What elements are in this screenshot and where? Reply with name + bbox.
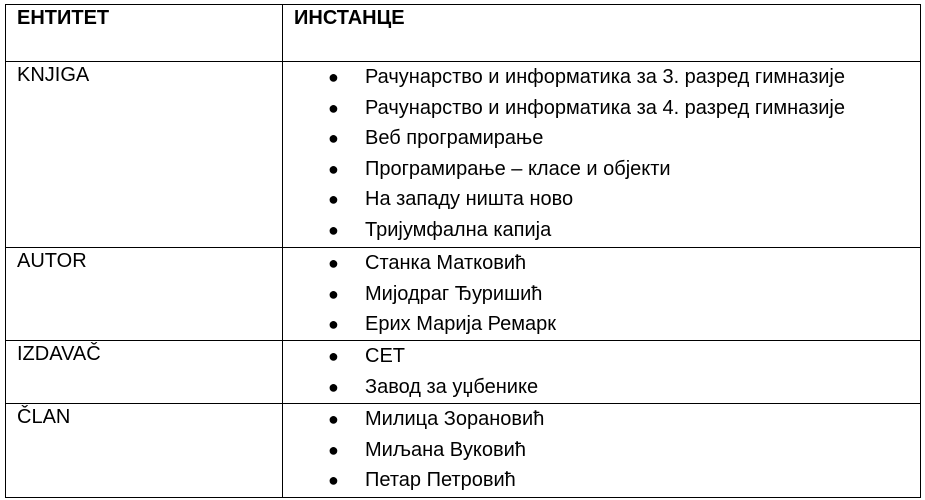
instance-label: Тријумфална капија xyxy=(365,218,552,241)
instance-label: СЕТ xyxy=(365,345,405,367)
instance-label: Веб програмирање xyxy=(365,127,544,149)
instance-list xyxy=(283,404,920,496)
instance-label: Рачунарство и информатика за 3. разред гимназије xyxy=(365,66,845,88)
bullet-icon: ● xyxy=(328,189,339,209)
bullet-icon: ● xyxy=(328,219,339,240)
entity-name: ČLAN xyxy=(6,404,283,498)
entity-name: KNJIGA xyxy=(6,62,283,248)
table-row xyxy=(6,62,921,248)
bullet-icon: ● xyxy=(328,346,339,366)
bullet-icon: ● xyxy=(328,470,339,490)
instances-cell xyxy=(283,62,921,248)
list-item xyxy=(283,341,920,372)
bullet-icon: ● xyxy=(328,376,339,397)
table-row xyxy=(6,341,921,404)
instances-cell xyxy=(283,341,921,404)
list-item xyxy=(283,372,920,403)
table-row xyxy=(6,404,921,498)
header-instances: ИНСТАНЦЕ xyxy=(283,5,921,62)
list-item xyxy=(283,154,920,185)
instance-label: Ерих Марија Ремарк xyxy=(365,313,556,335)
table-header-row xyxy=(6,5,921,62)
table-row xyxy=(6,248,921,341)
list-item xyxy=(283,465,920,496)
header-entity: ЕНТИТЕТ xyxy=(6,5,283,62)
list-item xyxy=(283,93,920,124)
bullet-icon: ● xyxy=(328,253,339,273)
list-item xyxy=(283,435,920,466)
entity-name: AUTOR xyxy=(6,248,283,341)
instance-label: Милица Зорановић xyxy=(365,408,545,430)
bullet-icon: ● xyxy=(328,283,339,304)
instances-cell xyxy=(283,248,921,341)
instance-label: На западу ништа ново xyxy=(365,188,574,210)
bullet-icon: ● xyxy=(328,409,339,429)
list-item xyxy=(283,279,920,310)
bullet-icon: ● xyxy=(328,439,339,460)
instance-label: Миљана Вуковић xyxy=(365,438,526,461)
entity-instances-table xyxy=(5,4,921,498)
instance-label: Петар Петровић xyxy=(365,469,516,491)
bullet-icon: ● xyxy=(328,314,339,334)
entity-name: IZDAVAČ xyxy=(6,341,283,404)
bullet-icon: ● xyxy=(328,128,339,148)
bullet-icon: ● xyxy=(328,158,339,179)
instance-list xyxy=(283,62,920,245)
list-item xyxy=(283,404,920,435)
list-item xyxy=(283,248,920,279)
instance-label: Рачунарство и информатика за 4. разред гимназије xyxy=(365,96,845,119)
list-item xyxy=(283,309,920,340)
instance-label: Програмирање – класе и објекти xyxy=(365,157,671,180)
bullet-icon: ● xyxy=(328,67,339,87)
list-item xyxy=(283,184,920,215)
list-item xyxy=(283,62,920,93)
instance-label: Станка Матковић xyxy=(365,252,527,274)
instances-cell xyxy=(283,404,921,498)
list-item xyxy=(283,123,920,154)
instance-label: Завод за уџбенике xyxy=(365,375,539,398)
list-item xyxy=(283,215,920,246)
instance-list xyxy=(283,341,920,402)
bullet-icon: ● xyxy=(328,97,339,118)
instance-list xyxy=(283,248,920,340)
instance-label: Мијодраг Ђуришић xyxy=(365,282,543,305)
